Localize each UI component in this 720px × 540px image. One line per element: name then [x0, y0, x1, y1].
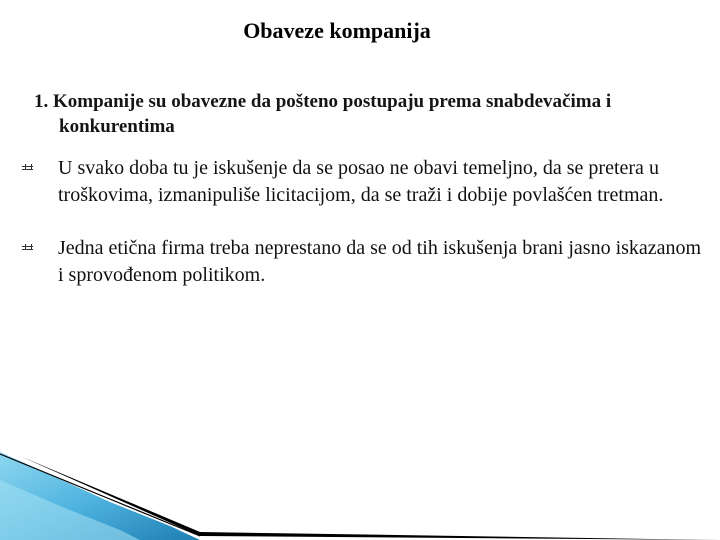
- bullet-item: [22, 155, 702, 209]
- corner-decoration: [0, 440, 720, 540]
- bullet-text: Jedna etična firma treba neprestano da se od tih iskušenja brani jasno iskazanom i sprovođenom politikom.: [58, 237, 702, 286]
- section-heading: 1. Kompanije su obavezne da pošteno postupaju prema snabdevačima i konkurentima: [34, 91, 612, 137]
- bullet-list: [22, 155, 702, 315]
- square-bullet-icon: [22, 246, 33, 250]
- bullet-text: U svako doba tu je iskušenje da se posao ne obavi temeljno, da se pretera u troškovima, izmanipuliše licitacijom, da se traži i dobije povlašćen tretman.: [58, 157, 664, 206]
- bullet-item: [22, 235, 702, 289]
- slide-title: Obaveze kompanija: [243, 18, 431, 43]
- square-bullet-icon: [22, 166, 33, 170]
